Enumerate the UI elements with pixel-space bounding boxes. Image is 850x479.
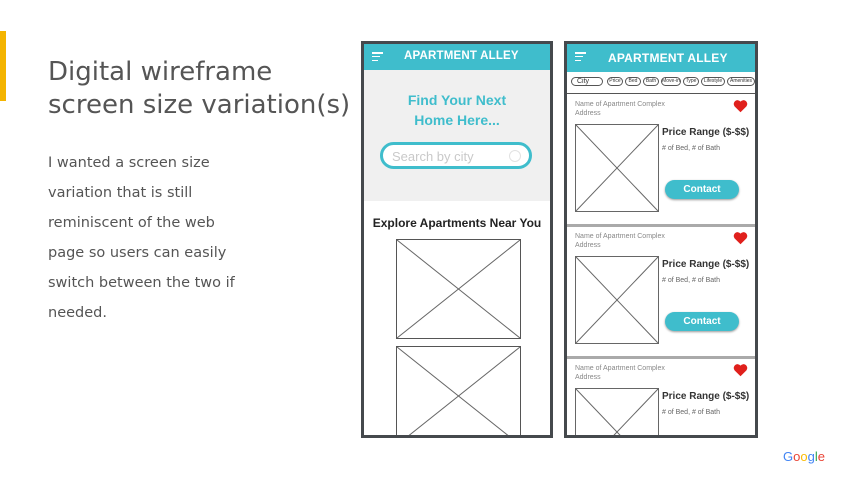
search-placeholder: Search by city bbox=[392, 149, 474, 164]
filter-chip-type[interactable]: Type bbox=[683, 77, 699, 86]
contact-button[interactable]: Contact bbox=[665, 312, 739, 331]
filter-chip-city[interactable]: City bbox=[571, 77, 603, 86]
listing-card[interactable] bbox=[567, 226, 755, 359]
body-line: variation that is still bbox=[48, 185, 193, 201]
slide-title bbox=[48, 56, 350, 122]
hamburger-icon[interactable] bbox=[575, 52, 586, 61]
listing-card[interactable] bbox=[567, 358, 755, 438]
google-logo: Google bbox=[783, 449, 825, 464]
body-line: reminiscent of the web bbox=[48, 215, 215, 231]
listing-card[interactable] bbox=[567, 94, 755, 227]
listing-name bbox=[575, 100, 665, 118]
listing-name bbox=[575, 364, 665, 382]
bed-bath: # of Bed, # of Bath bbox=[662, 409, 720, 416]
filter-chip-bed[interactable]: Bed bbox=[625, 77, 641, 86]
mobile-home-wireframe bbox=[361, 41, 553, 438]
heart-icon[interactable] bbox=[733, 231, 748, 245]
price-range: Price Range ($-$$) bbox=[662, 127, 750, 138]
bed-bath: # of Bed, # of Bath bbox=[662, 145, 720, 152]
filter-chip-move-in[interactable]: Move-in bbox=[662, 78, 680, 84]
filter-chip-lifestyle[interactable]: Lifestyle bbox=[701, 77, 725, 86]
image-placeholder[interactable] bbox=[396, 239, 521, 339]
slide-body-text bbox=[48, 148, 268, 328]
mobile-listings-wireframe bbox=[564, 41, 758, 438]
filter-chip-price[interactable]: Price bbox=[607, 77, 623, 86]
hero-section bbox=[364, 70, 550, 201]
hero-title bbox=[364, 90, 550, 130]
heart-icon[interactable] bbox=[733, 99, 748, 113]
heart-icon[interactable] bbox=[733, 363, 748, 377]
complex-name: Name of Apartment Complex bbox=[575, 101, 665, 108]
image-placeholder[interactable] bbox=[575, 256, 659, 344]
hero-line: Find Your Next bbox=[407, 92, 507, 108]
body-line: I wanted a screen size bbox=[48, 155, 210, 171]
contact-button[interactable]: Contact bbox=[665, 180, 739, 199]
bed-bath: # of Bed, # of Bath bbox=[662, 277, 720, 284]
slide-title-line: screen size variation(s) bbox=[48, 90, 351, 120]
complex-name: Name of Apartment Complex bbox=[575, 365, 665, 372]
listing-name bbox=[575, 232, 665, 250]
price-range: Price Range ($-$$) bbox=[662, 391, 750, 402]
app-title: APARTMENT ALLEY bbox=[404, 50, 519, 62]
app-title: APARTMENT ALLEY bbox=[608, 51, 728, 65]
app-bar bbox=[364, 44, 550, 70]
filter-chip-amenities[interactable]: Amenities bbox=[727, 77, 755, 86]
address: Address bbox=[575, 110, 601, 117]
search-icon[interactable] bbox=[509, 150, 521, 162]
slide-title-line: Digital wireframe bbox=[48, 57, 273, 87]
image-placeholder[interactable] bbox=[575, 124, 659, 212]
image-placeholder[interactable] bbox=[396, 346, 521, 438]
explore-heading: Explore Apartments Near You bbox=[372, 216, 542, 230]
app-bar bbox=[567, 44, 755, 72]
slide-accent-bar bbox=[0, 31, 6, 101]
address: Address bbox=[575, 374, 601, 381]
search-input[interactable] bbox=[380, 142, 532, 169]
complex-name: Name of Apartment Complex bbox=[575, 233, 665, 240]
image-placeholder[interactable] bbox=[575, 388, 659, 438]
address: Address bbox=[575, 242, 601, 249]
body-line: page so users can easily bbox=[48, 245, 227, 261]
price-range: Price Range ($-$$) bbox=[662, 259, 750, 270]
body-line: needed. bbox=[48, 305, 107, 321]
hero-line: Home Here... bbox=[414, 112, 500, 128]
filter-chip-bath[interactable]: Bath bbox=[643, 77, 659, 86]
body-line: switch between the two if bbox=[48, 275, 235, 291]
filter-bar bbox=[571, 77, 755, 87]
hamburger-icon[interactable] bbox=[372, 52, 383, 61]
